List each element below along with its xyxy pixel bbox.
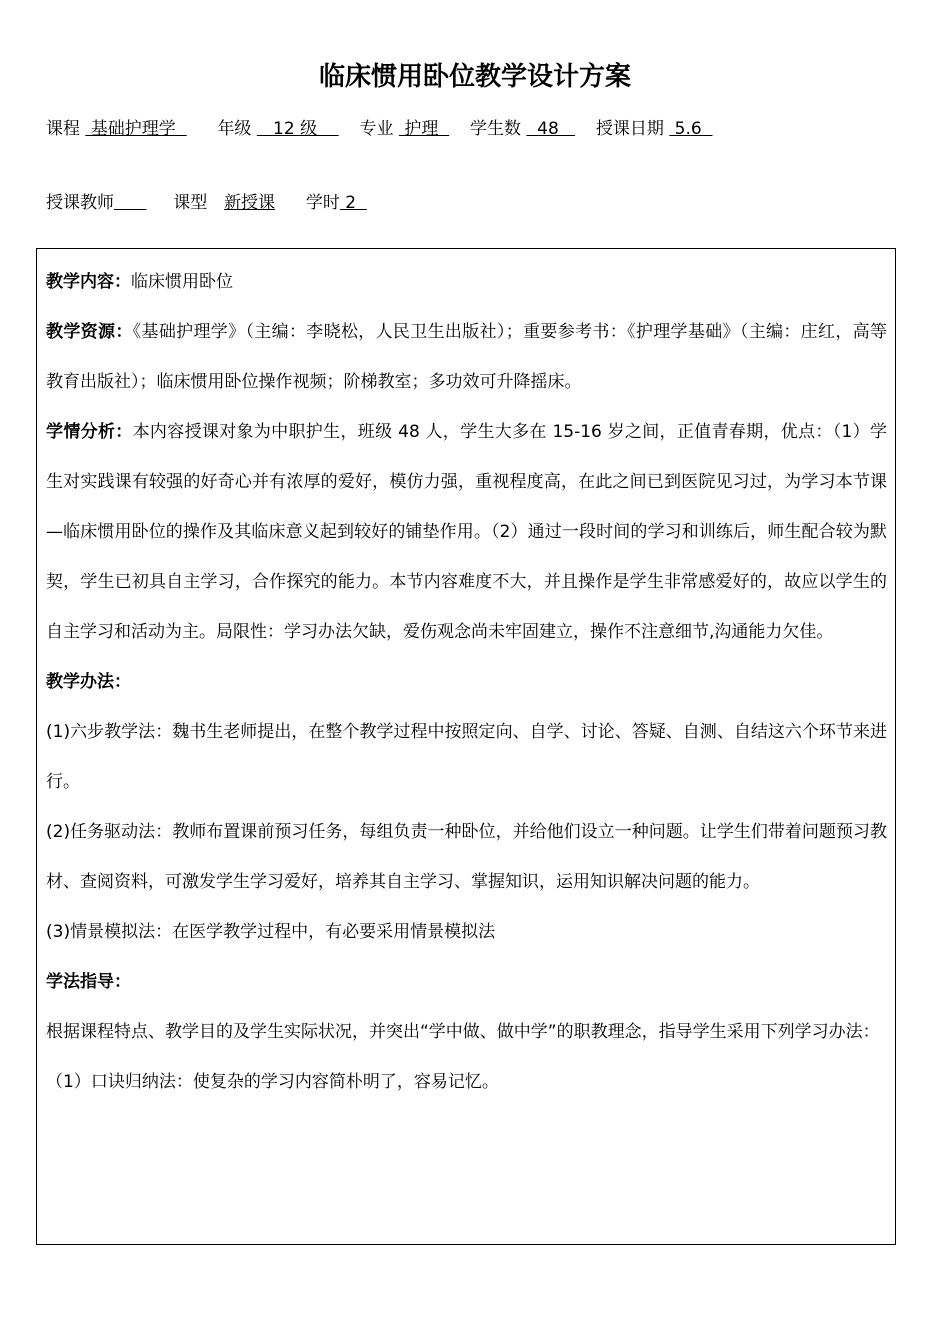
methods-label: 教学办法： [46,672,131,692]
students-value: 48 [526,119,576,139]
guidance-heading [46,957,887,1007]
lesson-plan-box [36,248,896,1245]
method-item-1: (1)六步教学法：魏书生老师提出，在整个教学过程中按照定向、自学、讨论、答疑、自测、自结这六个环节来进行。 [46,722,887,792]
major-value: 护理 [398,119,450,139]
resources-label: 教学资源： [46,322,133,342]
guidance-text: 根据课程特点、教学目的及学生实际状况，并突出“学中做、做中学”的职教理念，指导学生采用下列学习办法： [46,1022,880,1042]
method-item-2: (2)任务驱动法：教师布置课前预习任务，每组负责一种卧位，并给他们设立一种问题。让学生们带着问题预习教材、查阅资料，可激发学生学习爱好，培养其自主学习、掌握知识，运用知识解决问题的能力。 [46,822,887,892]
grade-label: 年级 [217,119,252,139]
resources-text: 《基础护理学》（主编：李晓松，人民卫生出版社）；重要参考书：《护理学基础》（主编：庄红，高等教育出版社）；临床惯用卧位操作视频；阶梯教室；多功效可升降摇床。 [46,322,888,392]
resources-section [46,307,887,407]
lesson-type-value: 新授课 [224,193,276,213]
teacher-info-line [46,188,367,213]
methods-heading [46,657,887,707]
analysis-label: 学情分析： [46,422,133,442]
analysis-text: 本内容授课对象为中职护生，班级 48 人，学生大多在 15-16 岁之间，正值青春期，优点：（1）学生对实践课有较强的好奇心并有浓厚的爱好，模仿力强，重视程度高，在此之间已到医院见习过，为学习本节课—临床惯用卧位的操作及其临床意义起到较好的铺垫作用。（2）通过一段时间的学习和训练后，师生配合较为默契，学生已初具自主学习，合作探究的能力。本节内容难度不大，并且操作是学生非常感爱好的，故应以学生的自主学习和活动为主。局限性：学习办法欠缺，爱伤观念尚未牢固建立，操作不注意细节,沟通能力欠佳。 [46,422,888,642]
guidance-item-1: （1）口诀归纳法：使复杂的学习内容简朴明了，容易记忆。 [46,1072,499,1092]
teaching-content-label: 教学内容： [46,272,131,292]
date-value: 5.6 [669,119,713,139]
analysis-section [46,407,887,657]
teacher-value [114,193,146,213]
lesson-type-label: 课型 [173,193,208,213]
page-title: 临床惯用卧位教学设计方案 [318,62,631,92]
teacher-label: 授课教师 [46,193,114,213]
students-label: 学生数 [469,119,521,139]
course-value: 基础护理学 [85,119,187,139]
method-item-3: (3)情景模拟法：在医学教学过程中，有必要采用情景模拟法 [46,922,496,942]
hours-label: 学时 [305,193,340,213]
teaching-content-text: 临床惯用卧位 [131,272,233,292]
teaching-content-section [46,257,887,307]
date-label: 授课日期 [595,119,664,139]
grade-value: 12 级 [256,119,339,139]
hours-value: 2 [339,193,367,213]
course-info-line [46,114,713,139]
course-label: 课程 [46,119,80,139]
guidance-label: 学法指导： [46,972,131,992]
major-label: 专业 [359,119,394,139]
